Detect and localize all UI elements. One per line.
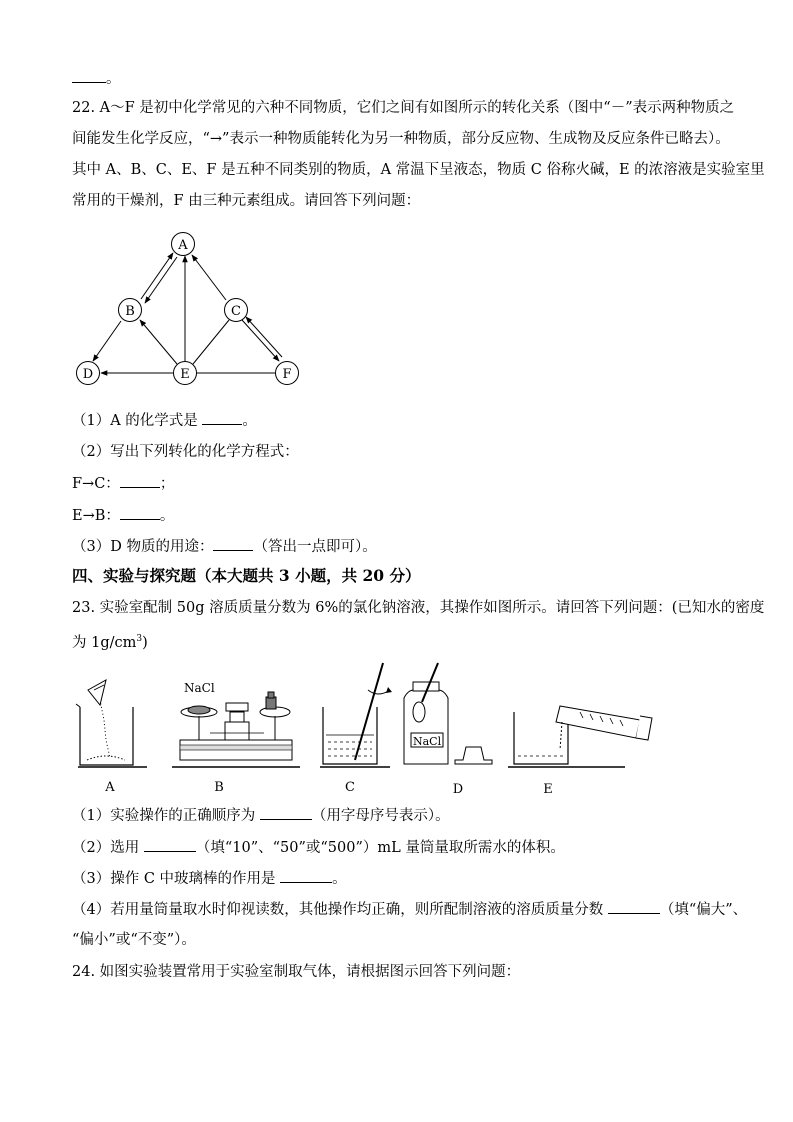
section-4-title: 四、实验与探究题（本大题共 3 小题，共 20 分） bbox=[72, 566, 421, 585]
arrow-b-to-a bbox=[141, 253, 173, 299]
answer-blank-q23-3[interactable] bbox=[280, 868, 332, 883]
q23-sub1: （1）实验操作的正确顺序为 （用字母序号表示）。 bbox=[72, 805, 450, 826]
arrow-b-to-d bbox=[93, 321, 121, 361]
arrow-f-to-c bbox=[246, 317, 282, 357]
q23-experiment-figure bbox=[72, 655, 662, 800]
q22-line2: 间能发生化学反应，“→”表示一种物质能转化为另一种物质，部分反应物、生成物及反应条件已略去）。 bbox=[72, 131, 730, 147]
label-b: B bbox=[214, 780, 224, 795]
label-d: D bbox=[452, 782, 464, 797]
q22-relationship-diagram bbox=[70, 228, 310, 390]
q23-sub4-line2: “偏小”或“不变”）。 bbox=[72, 932, 196, 948]
apparatus-b-balance bbox=[180, 692, 292, 760]
q22-sub2: （2）写出下列转化的化学方程式： bbox=[72, 444, 299, 460]
previous-answer-line bbox=[72, 68, 121, 89]
node-f-label: F bbox=[282, 367, 292, 382]
arrow-c-to-a bbox=[192, 255, 226, 300]
q23-line1: 23. 实验室配制 50g 溶质质量分数为 6%的氯化钠溶液，其操作如图所示。请回答下列问题：(已知水的密度 bbox=[72, 600, 765, 616]
q22-sub3: （3）D 物质的用途： （答出一点即可）。 bbox=[72, 536, 377, 557]
q22-sub2a: F→C： ； bbox=[72, 473, 174, 494]
node-d-label: D bbox=[82, 367, 94, 382]
label-c: C bbox=[345, 780, 355, 795]
node-c-label: C bbox=[231, 304, 241, 319]
q22-sub2b: E→B： 。 bbox=[72, 505, 174, 526]
apparatus-d-stopper bbox=[455, 747, 492, 764]
q23-line2: 为 $1g/cm^3$) bbox=[72, 634, 148, 651]
arrow-e-to-b bbox=[140, 320, 177, 364]
q23-sub3: （3）操作 C 中玻璃棒的作用是 。 bbox=[72, 868, 347, 889]
period: 。 bbox=[106, 71, 121, 87]
answer-blank-q23-4[interactable] bbox=[608, 899, 660, 914]
q22-sub1: （1）A 的化学式是 。 bbox=[72, 410, 257, 431]
q22-line1: 22. A～F 是初中化学常见的六种不同物质，它们之间有如图所示的转化关系（图中“－”表示两种物质之 bbox=[72, 100, 735, 116]
answer-blank-q22-1[interactable] bbox=[202, 410, 242, 425]
apparatus-c-beaker-stirring bbox=[323, 663, 392, 764]
q24-line1: 24. 如图实验装置常用于实验室制取气体，请根据图示回答下列问题： bbox=[72, 964, 521, 980]
node-b-label: B bbox=[125, 304, 135, 319]
q22-line3: 其中 A、B、C、E、F 是五种不同类别的物质，A 常温下呈液态，物质 C 俗称火碱，E 的浓溶液是实验室里 bbox=[72, 162, 765, 178]
nacl-reagent-jar bbox=[404, 663, 448, 764]
apparatus-e-beaker-cylinder bbox=[514, 706, 652, 764]
arrow-a-to-b bbox=[145, 257, 177, 303]
q23-sub2: （2）选用 （填“10”、“50”或“500”）mL 量筒量取所需水的体积。 bbox=[72, 837, 565, 858]
answer-blank bbox=[72, 68, 106, 83]
answer-blank-q22-2a[interactable] bbox=[120, 473, 160, 488]
answer-blank-q22-2b[interactable] bbox=[120, 505, 160, 520]
q22-line4: 常用的干燥剂，F 由三种元素组成。请回答下列问题： bbox=[72, 193, 421, 209]
arrow-c-to-f bbox=[242, 320, 279, 361]
node-a-label: A bbox=[178, 238, 188, 253]
nacl-label-b: NaCl bbox=[184, 681, 215, 695]
label-a: A bbox=[105, 780, 115, 795]
apparatus-a-beaker bbox=[76, 680, 133, 765]
answer-blank-q23-2[interactable] bbox=[144, 837, 196, 852]
answer-blank-q23-1[interactable] bbox=[260, 805, 312, 820]
nacl-label-jar: NaCl bbox=[413, 735, 442, 748]
node-e-label: E bbox=[180, 367, 190, 382]
answer-blank-q22-3[interactable] bbox=[213, 536, 253, 551]
q23-sub4: （4）若用量筒量取水时仰视读数，其他操作均正确，则所配制溶液的溶质质量分数 （填“偏大”、 bbox=[72, 899, 747, 920]
reaction-e-c bbox=[193, 320, 229, 364]
label-e: E bbox=[543, 782, 553, 797]
